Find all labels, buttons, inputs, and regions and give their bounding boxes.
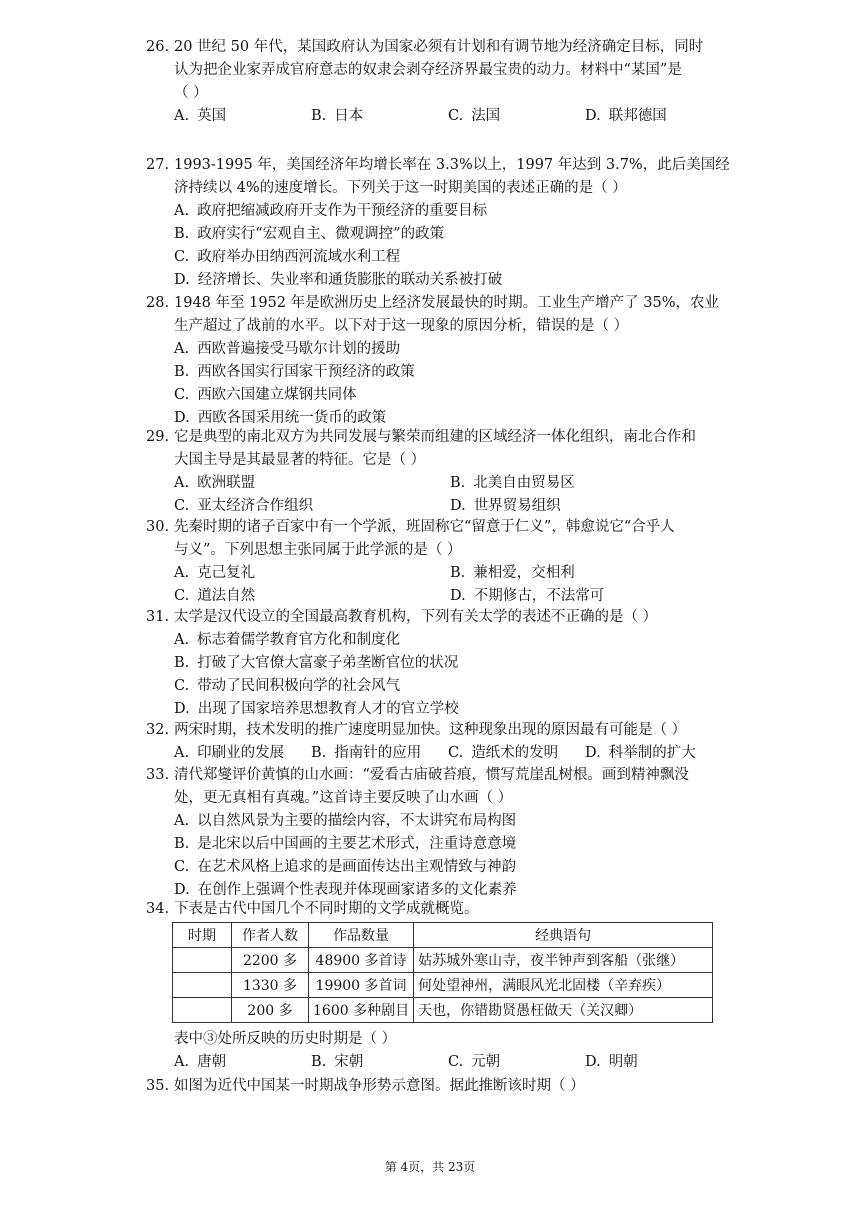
options <box>174 200 726 292</box>
option-d[interactable]: D. 经济增长、失业率和通货膨胀的联动关系被打破 <box>174 272 503 288</box>
option-c[interactable]: C. 法国 <box>448 108 501 124</box>
table-header: 作品数量 <box>309 923 414 948</box>
stem-line: 两宋时期，技术发明的推广速度明显加快。这种现象出现的原因最有可能是（ ） <box>174 722 687 738</box>
question-stem <box>174 154 730 200</box>
table-cell: 1330 多 <box>232 973 309 998</box>
option-b[interactable]: B. 政府实行“宏观自主、微观调控”的政策 <box>174 226 445 242</box>
option-d[interactable]: D. 不期修古，不法常可 <box>450 588 605 604</box>
option-a[interactable]: A. 欧洲联盟 <box>174 475 256 491</box>
option-c[interactable]: C. 亚太经济合作组织 <box>174 498 314 514</box>
option-b[interactable]: B. 是北宋以后中国画的主要艺术形式，注重诗意意境 <box>174 836 517 852</box>
table-header: 经典语句 <box>414 923 713 948</box>
option-c[interactable]: C. 元朝 <box>448 1054 501 1070</box>
table-row <box>173 998 713 1023</box>
question-number: 29. <box>146 429 170 445</box>
table-header-row <box>173 923 713 948</box>
question-number: 27. <box>146 157 170 173</box>
option-b[interactable]: B. 宋朝 <box>311 1054 364 1070</box>
option-b[interactable]: B. 指南针的应用 <box>311 745 422 761</box>
table-cell: 1600 多种剧目 <box>309 998 414 1023</box>
option-d[interactable]: D. 科举制的扩大 <box>585 745 696 761</box>
question-number: 28. <box>146 295 170 311</box>
option-d[interactable]: D. 世界贸易组织 <box>450 498 561 514</box>
table-cell: 19900 多首词 <box>309 973 414 998</box>
question-number: 34. <box>146 901 170 917</box>
stem-line: 处，更无真相有真魂。”这首诗主要反映了山水画（ ） <box>174 790 513 806</box>
stem-line: （ ） <box>174 85 208 101</box>
options <box>174 105 726 128</box>
option-d[interactable]: D. 在创作上强调个性表现并体现画家诸多的文化素养 <box>174 882 517 898</box>
question-stem <box>174 516 726 562</box>
question-29 <box>146 426 726 518</box>
option-c[interactable]: C. 带动了民间积极向学的社会风气 <box>174 678 401 694</box>
page-footer: 第 4页，共 23页 <box>384 1160 476 1174</box>
question-number: 31. <box>146 609 170 625</box>
option-a[interactable]: A. 以自然风景为主要的描绘内容，不太讲究布局构图 <box>174 813 517 829</box>
option-b[interactable]: B. 日本 <box>311 108 364 124</box>
question-stem <box>174 1075 726 1098</box>
options <box>174 562 726 608</box>
stem-line: 清代郑燮评价黄慎的山水画：“爱看古庙破苔痕，惯写荒崖乱树根。画到精神飘没 <box>174 767 689 783</box>
question-28 <box>146 292 726 430</box>
option-d[interactable]: D. 出现了国家培养思想教育人才的官立学校 <box>174 701 459 717</box>
stem-line: 大国主导是其最显著的特征。它是（ ） <box>174 452 426 468</box>
option-a[interactable]: A. 标志着儒学教育官方化和制度化 <box>174 632 401 648</box>
question-stem <box>174 898 726 921</box>
option-a[interactable]: A. 克己复礼 <box>174 565 256 581</box>
question-number: 30. <box>146 519 170 535</box>
options <box>174 742 726 765</box>
table-cell: 2200 多 <box>232 948 309 973</box>
stem-line: 它是典型的南北双方为共同发展与繁荣而组建的区域经济一体化组织，南北合作和 <box>174 429 696 445</box>
option-b[interactable]: B. 北美自由贸易区 <box>450 475 575 491</box>
question-26 <box>146 36 726 128</box>
option-c[interactable]: C. 在艺术风格上追求的是画面传达出主观情致与神韵 <box>174 859 517 875</box>
question-32 <box>146 719 726 765</box>
options <box>174 338 726 430</box>
question-stem <box>174 426 726 472</box>
question-stem <box>174 719 726 742</box>
stem-line: 1993-1995 年，美国经济年均增长率在 3.3%以上，1997 年达到 3.7%，此后美国经 <box>174 157 730 173</box>
question-34-followup <box>146 1028 726 1074</box>
stem-line: 1948 年至 1952 年是欧洲历史上经济发展最快的时期。工业生产增产了 35%，农业 <box>174 295 719 311</box>
table-cell <box>173 948 232 973</box>
question-number: 35. <box>146 1078 170 1094</box>
question-stem <box>174 292 726 338</box>
option-a[interactable]: A. 唐朝 <box>174 1054 227 1070</box>
question-number: 32. <box>146 722 170 738</box>
stem-line: 20 世纪 50 年代，某国政府认为国家必须有计划和有调节地为经济确定目标，同时 <box>174 39 704 55</box>
literature-table <box>172 922 713 1023</box>
option-c[interactable]: C. 西欧六国建立煤钢共同体 <box>174 387 357 403</box>
option-c[interactable]: C. 道法自然 <box>174 588 256 604</box>
question-number: 33. <box>146 767 170 783</box>
question-33 <box>146 764 726 902</box>
table-cell: 天也，你错勘贤愚枉做天（关汉卿） <box>414 998 713 1023</box>
option-c[interactable]: C. 造纸术的发明 <box>448 745 559 761</box>
question-35 <box>146 1075 726 1098</box>
option-d[interactable]: D. 联邦德国 <box>585 108 667 124</box>
stem-line: 下表是古代中国几个不同时期的文学成就概览。 <box>174 901 479 917</box>
table-cell: 200 多 <box>232 998 309 1023</box>
options <box>174 472 726 518</box>
option-b[interactable]: B. 打破了大官僚大富豪子弟垄断官位的状况 <box>174 655 459 671</box>
question-stem <box>174 606 726 629</box>
table-header: 时期 <box>173 923 232 948</box>
option-a[interactable]: A. 英国 <box>174 108 227 124</box>
option-b[interactable]: B. 兼相爱，交相利 <box>450 565 575 581</box>
options <box>174 1051 726 1074</box>
stem-line: 如图为近代中国某一时期战争形势示意图。据此推断该时期（ ） <box>174 1078 585 1094</box>
stem-line: 与义”。下列思想主张同属于此学派的是（ ） <box>174 542 462 558</box>
table-cell: 姑苏城外寒山寺，夜半钟声到客船（张继） <box>414 948 713 973</box>
options <box>174 810 726 902</box>
stem-line: 表中③处所反映的历史时期是（ ） <box>174 1031 397 1047</box>
stem-line: 济持续以 4%的速度增长。下列关于这一时期美国的表述正确的是（ ） <box>174 180 627 196</box>
option-d[interactable]: D. 西欧各国采用统一货币的政策 <box>174 410 387 426</box>
question-stem <box>174 36 726 105</box>
table-row <box>173 973 713 998</box>
option-a[interactable]: A. 印刷业的发展 <box>174 745 285 761</box>
stem-line: 认为把企业家弄成官府意志的奴隶会剥夺经济界最宝贵的动力。材料中“某国”是 <box>174 62 682 78</box>
option-a[interactable]: A. 西欧普遍接受马歇尔计划的援助 <box>174 341 401 357</box>
question-31 <box>146 606 726 721</box>
question-stem <box>174 764 726 810</box>
option-b[interactable]: B. 西欧各国实行国家干预经济的政策 <box>174 364 415 380</box>
stem-line: 生产超过了战前的水平。以下对于这一现象的原因分析，错误的是（ ） <box>174 318 629 334</box>
option-d[interactable]: D. 明朝 <box>585 1054 638 1070</box>
stem-line: 太学是汉代设立的全国最高教育机构，下列有关太学的表述不正确的是（ ） <box>174 609 658 625</box>
table-cell <box>173 973 232 998</box>
question-number: 26. <box>146 39 170 55</box>
table-row <box>173 948 713 973</box>
table-header: 作者人数 <box>232 923 309 948</box>
table-cell: 何处望神州，满眼风光北固楼（辛弃疾） <box>414 973 713 998</box>
question-34 <box>146 898 726 921</box>
options <box>174 629 726 721</box>
option-a[interactable]: A. 政府把缩减政府开支作为干预经济的重要目标 <box>174 203 488 219</box>
question-stem <box>174 1028 726 1051</box>
option-c[interactable]: C. 政府举办田纳西河流域水利工程 <box>174 249 401 265</box>
table-cell: 48900 多首诗 <box>309 948 414 973</box>
question-27 <box>146 154 730 292</box>
table-cell <box>173 998 232 1023</box>
question-30 <box>146 516 726 608</box>
stem-line: 先秦时期的诸子百家中有一个学派，班固称它“留意于仁义”，韩愈说它“合乎人 <box>174 519 675 535</box>
